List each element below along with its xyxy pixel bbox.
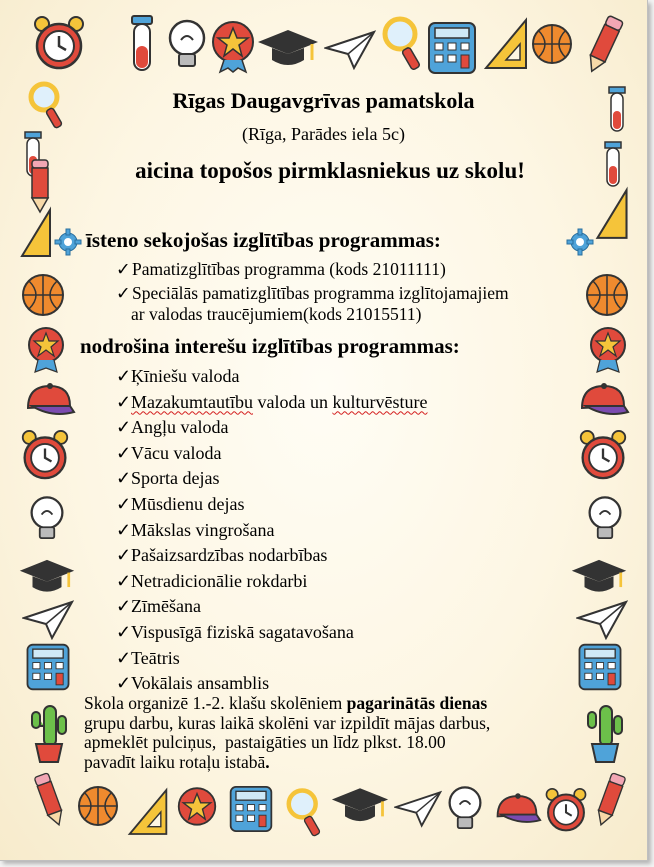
check-mark-icon: ✓ xyxy=(116,545,132,566)
check-mark-icon: ✓ xyxy=(116,596,132,617)
interest-programs-list xyxy=(116,364,427,697)
school-name-title: Rīgas Daugavgrīvas pamatskola xyxy=(172,88,475,113)
list-item: ✓Mākslas vingrošana xyxy=(116,518,427,544)
cap-icon xyxy=(22,380,76,420)
program-item xyxy=(116,283,509,325)
cap-icon xyxy=(576,380,630,420)
graduation-cap-icon xyxy=(18,556,76,600)
interest-programs-heading: nodrošina interešu izglītības programmas: xyxy=(80,334,460,358)
list-item: ✓Mazakumtautību valoda un kulturvēsture xyxy=(116,390,427,416)
note-line: apmeklēt pulciņus, pastaigāties un līdz plkst. 18.00 xyxy=(84,732,446,752)
invitation-heading: aicina topošos pirmklasniekus uz skolu! xyxy=(135,158,525,183)
star-badge-icon xyxy=(210,20,256,74)
list-item: ✓Pašaizsardzības nodarbības xyxy=(116,543,427,569)
alarm-clock-icon xyxy=(32,14,86,72)
programs-heading: īsteno sekojošas izglītības programmas: xyxy=(86,228,441,252)
check-mark-icon: ✓ xyxy=(116,647,132,668)
list-item: ✓Vispusīgā fiziskā sagatavošana xyxy=(116,620,427,646)
program-item-text: Pamatizglītības programma (kods 21011111) xyxy=(132,259,446,279)
check-mark-icon: ✓ xyxy=(116,391,132,412)
cactus-icon xyxy=(26,700,72,764)
light-bulb-icon xyxy=(586,494,624,546)
pencil-icon xyxy=(582,14,626,76)
list-item: ✓Netradicionālie rokdarbi xyxy=(116,569,427,595)
list-item: ✓Vācu valoda xyxy=(116,441,427,467)
magnifier-icon xyxy=(282,786,326,838)
check-mark-icon: ✓ xyxy=(116,519,132,540)
magnifier-icon xyxy=(378,14,426,72)
graduation-cap-icon xyxy=(330,784,390,830)
program-item xyxy=(116,259,446,280)
gear-icon xyxy=(566,228,594,256)
check-mark-icon: ✓ xyxy=(116,283,131,303)
list-item: ✓Angļu valoda xyxy=(116,415,427,441)
light-bulb-icon xyxy=(28,494,66,546)
basketball-icon xyxy=(76,784,120,828)
set-square-icon xyxy=(18,206,54,260)
list-item: ✓Vokālais ansamblis xyxy=(116,671,427,697)
program-item-text: Speciālās pamatizglītības programma izglītojamajiem xyxy=(132,283,509,303)
basketball-icon xyxy=(584,272,630,318)
check-mark-icon: ✓ xyxy=(116,442,132,463)
set-square-icon xyxy=(482,16,530,72)
list-item: ✓Zīmēšana xyxy=(116,594,427,620)
school-address: (Rīga, Parādes iela 5c) xyxy=(242,124,405,144)
calculator-icon xyxy=(24,642,72,692)
note-line: Skola organizē 1.-2. klašu skolēniem pagarinātās dienas xyxy=(84,693,488,713)
check-mark-icon: ✓ xyxy=(116,493,132,514)
calculator-icon xyxy=(576,642,624,692)
list-item: ✓Ķīniešu valoda xyxy=(116,364,427,390)
star-badge-icon xyxy=(26,326,66,374)
note-line: pavadīt laiku rotaļu istabā. xyxy=(84,751,270,772)
check-mark-icon: ✓ xyxy=(116,366,132,386)
note-emphasis: pagarinātās dienas xyxy=(346,693,488,713)
note-line: grupu darbu, kuras laikā skolēni var izpildīt mājas darbus, xyxy=(84,712,491,733)
light-bulb-icon xyxy=(166,18,208,74)
paper-plane-icon xyxy=(324,30,376,70)
pencil-icon xyxy=(590,770,630,830)
spellcheck-underlined-word: Mazakumtautību xyxy=(131,391,253,412)
pencil-icon xyxy=(30,770,70,830)
check-mark-icon: ✓ xyxy=(116,417,132,438)
set-square-icon xyxy=(592,186,632,242)
gear-icon xyxy=(54,228,82,256)
alarm-clock-icon xyxy=(20,428,70,482)
list-item: ✓Sporta dejas xyxy=(116,466,427,492)
extended-day-note xyxy=(84,694,584,772)
graduation-cap-icon xyxy=(570,556,628,600)
basketball-icon xyxy=(20,272,66,318)
program-item-text-continued: ar valodas traucējumiem(kods 21015511) xyxy=(131,304,422,324)
star-badge-icon xyxy=(176,786,218,836)
spellcheck-underlined-word: kulturvēsture xyxy=(332,391,428,412)
check-mark-icon: ✓ xyxy=(116,468,132,489)
set-square-icon xyxy=(126,786,170,838)
alarm-clock-icon xyxy=(578,428,628,482)
star-badge-icon xyxy=(588,326,628,374)
paper-plane-icon xyxy=(394,790,442,828)
list-item: ✓Teātris xyxy=(116,646,427,672)
cap-icon xyxy=(492,790,542,828)
paper-plane-icon xyxy=(576,600,628,640)
calculator-icon xyxy=(228,784,274,834)
test-tube-icon xyxy=(124,12,160,76)
light-bulb-icon xyxy=(446,784,484,836)
check-mark-icon: ✓ xyxy=(116,259,131,279)
graduation-cap-icon xyxy=(256,26,320,74)
calculator-icon xyxy=(426,20,478,76)
check-mark-icon: ✓ xyxy=(116,570,132,591)
cactus-icon xyxy=(582,700,628,764)
check-mark-icon: ✓ xyxy=(116,621,132,642)
basketball-icon xyxy=(530,22,574,66)
check-mark-icon: ✓ xyxy=(116,673,132,694)
paper-plane-icon xyxy=(22,600,74,640)
alarm-clock-icon xyxy=(544,786,588,834)
list-item: ✓Mūsdienu dejas xyxy=(116,492,427,518)
